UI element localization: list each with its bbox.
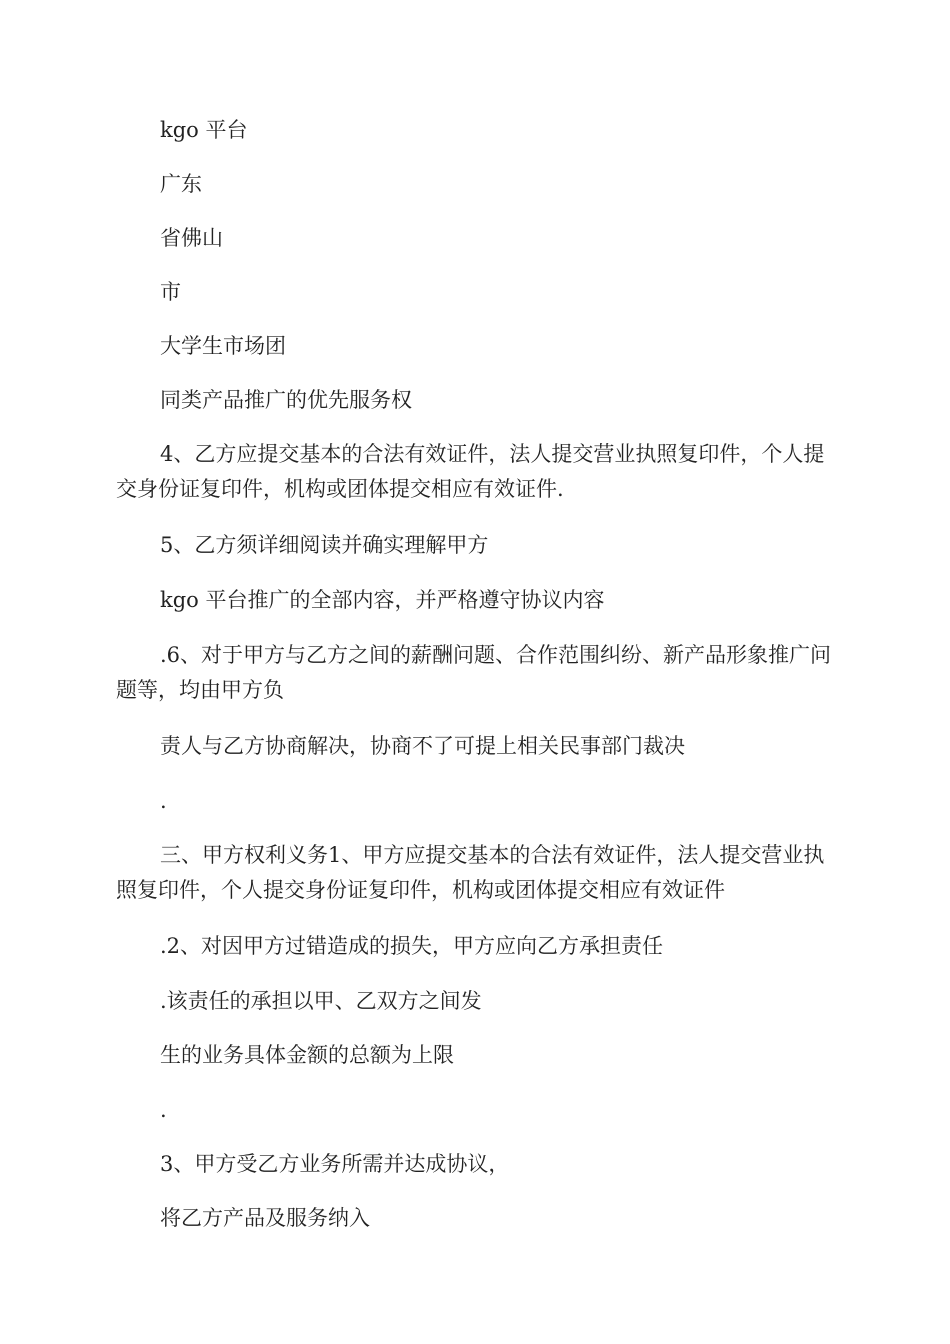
paragraph-14: .2、对因甲方过错造成的损失，甲方应向乙方承担责任 (160, 934, 664, 958)
paragraph-3: 省佛山 (160, 226, 223, 250)
paragraph-8: 5、乙方须详细阅读并确实理解甲方 (160, 533, 489, 557)
paragraph-13: 三、甲方权利义务1、甲方应提交基本的合法有效证件，法人提交营业执照复印件，个人提交身份证复印件，机构或团体提交相应有效证件 (116, 843, 825, 902)
paragraph-1: kgo 平台 (160, 118, 248, 142)
paragraph-9: kgo 平台推广的全部内容，并严格遵守协议内容 (160, 588, 605, 612)
paragraph-18: 3、甲方受乙方业务所需并达成协议， (160, 1152, 510, 1176)
paragraph-6: 同类产品推广的优先服务权 (160, 388, 412, 412)
paragraph-17: . (160, 1098, 167, 1122)
paragraph-16: 生的业务具体金额的总额为上限 (160, 1043, 454, 1067)
paragraph-5: 大学生市场团 (160, 334, 286, 358)
paragraph-2: 广东 (160, 172, 202, 196)
paragraph-4: 市 (160, 280, 181, 304)
paragraph-15: .该责任的承担以甲、乙双方之间发 (160, 989, 482, 1013)
paragraph-7: 4、乙方应提交基本的合法有效证件，法人提交营业执照复印件，个人提交身份证复印件，机构或团体提交相应有效证件. (116, 442, 825, 501)
paragraph-10: .6、对于甲方与乙方之间的薪酬问题、合作范围纠纷、新产品形象推广问题等，均由甲方负 (116, 643, 832, 702)
paragraph-11: 责人与乙方协商解决，协商不了可提上相关民事部门裁决 (160, 734, 685, 758)
paragraph-12: . (160, 789, 167, 813)
paragraph-19: 将乙方产品及服务纳入 (160, 1206, 370, 1230)
